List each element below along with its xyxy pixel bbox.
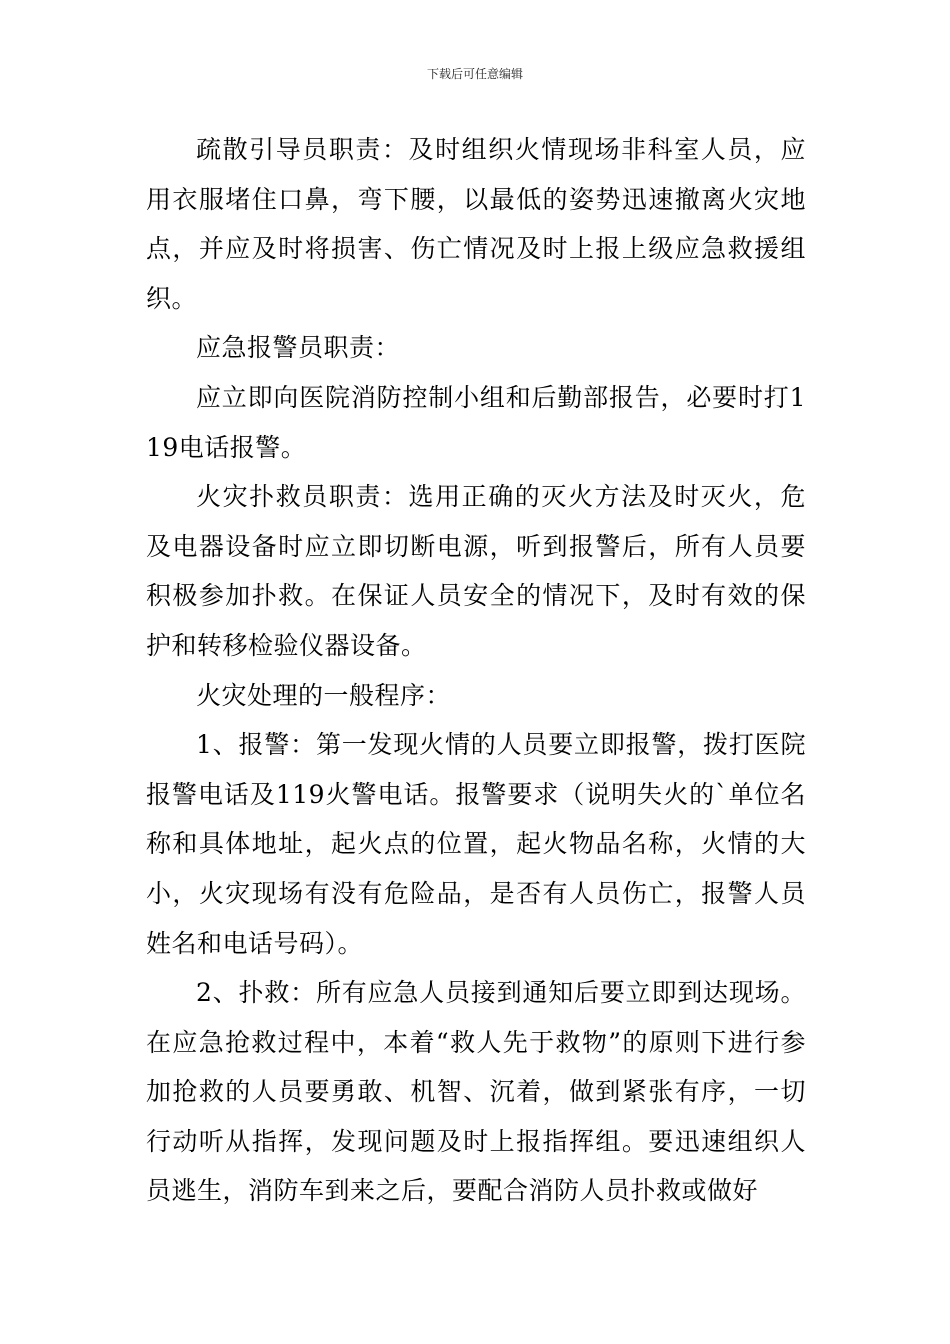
paragraph-alarm-officer-heading: 应急报警员职责： bbox=[196, 333, 401, 363]
paragraph-procedure-heading: 火灾处理的一般程序： bbox=[196, 680, 452, 710]
paragraph-step-rescue: 2、扑救：所有应急人员接到通知后要立即到达现场。在应急抢救过程中，本着“救人先于救物”的原则下进行参加抢救的人员要勇敢、机智、沉着，做到紧张有序，一切行动听从指挥，发现问题及时上报指挥组。要迅速组织人员逃生，消防车到来之后，要配合消防人员扑救或做好 bbox=[146, 978, 806, 1206]
paragraph-alarm-officer-duty: 应立即向医院消防控制小组和后勤部报告，必要时打119电话报警。 bbox=[146, 382, 806, 462]
page-header: 下载后可任意编辑 bbox=[426, 67, 523, 81]
paragraph-evacuation-guide: 疏散引导员职责：及时组织火情现场非科室人员，应用衣服堵住口鼻，弯下腰，以最低的姿势迅速撤离火灾地点，并应及时将损害、伤亡情况及时上报上级应急救援组织。 bbox=[146, 135, 806, 313]
document-body bbox=[146, 125, 806, 1216]
paragraph-step-alarm: 1、报警：第一发现火情的人员要立即报警，拨打医院报警电话及119火警电话。报警要求（说明失火的`单位名称和具体地址，起火点的位置，起火物品名称，火情的大小，火灾现场有没有危险品，是否有人员伤亡，报警人员姓名和电话号码）。 bbox=[146, 730, 806, 958]
paragraph-fire-fighter: 火灾扑救员职责：选用正确的灭火方法及时灭火，危及电器设备时应立即切断电源，听到报警后，所有人员要积极参加扑救。在保证人员安全的情况下，及时有效的保护和转移检验仪器设备。 bbox=[146, 482, 806, 660]
